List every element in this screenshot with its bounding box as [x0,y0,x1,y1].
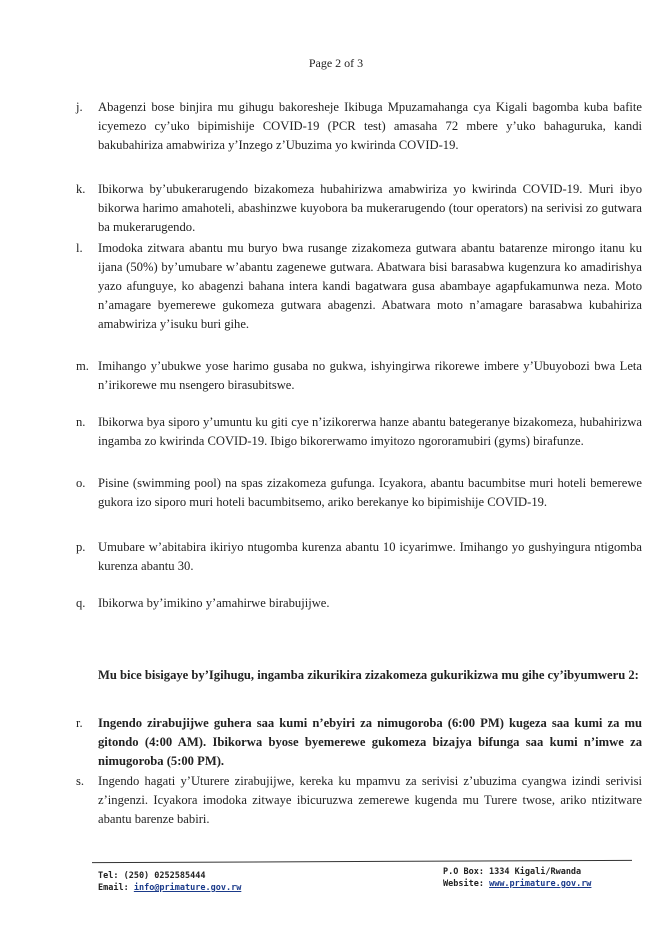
footer-website-line [443,878,591,890]
list-item-text: Pisine (swimming pool) na spas zizakomeza gufunga. Icyakora, abantu bacumbitse muri hoteli bemerewe gukora izo siporo muri hoteli bacumbitsemo, ariko berekanye ko bipimishije COVID-19. [98,476,642,509]
list-item-letter: p. [76,540,86,554]
footer-po-box: P.O Box: 1334 Kigali/Rwanda [443,867,582,877]
list-item-n [76,413,642,451]
list-item-letter: o. [76,476,86,490]
footer-divider [92,860,632,863]
footer-contact [98,870,241,894]
list-item-letter: r. [76,716,83,730]
list-item-letter: s. [76,774,85,788]
list-item-r [76,714,642,771]
footer-email-label: Email: [98,883,129,893]
list-item-l [76,239,642,334]
footer-tel: Tel: (250) 0252585444 [98,871,206,881]
footer-website-label: Website: [443,879,484,889]
list-item-q [76,594,642,613]
list-item-letter: m. [76,359,89,373]
list-item-letter: l. [76,241,83,255]
list-item-text: Ingendo zirabujijwe guhera saa kumi n’ebyiri za nimugoroba (6:00 PM) kugeza saa kumi za mu gitondo (4:00 AM). Ibikorwa byose byemerewe gukomeza bizajya bifunga saa kumi n’imwe za nimugoroba (5:00 PM). [98,716,642,768]
list-item-text: Abagenzi bose binjira mu gihugu bakoresheje Ikibuga Mpuzamahanga cya Kigali bagomba kuba bafite icyemezo cy’uko bipimishije COVID-19 (PCR test) amasaha 72 mbere y’uko bahaguruka, kandi bakubahiriza amabwiriza y’Inzego z’Ubuzima yo kwirinda COVID-19. [98,100,642,152]
footer-email-line [98,882,241,894]
list-item-text: Ingendo hagati y’Uturere zirabujijwe, kereka ku mpamvu za serivisi z’ubuzima cyangwa izindi serivisi z’ingenzi. Icyakora imodoka zitwaye ibicuruzwa zemerewe kugenda mu Turere twose, ariko ntizitware abantu barenze babiri. [98,774,642,826]
list-item-letter: n. [76,415,86,429]
list-item-j [76,98,642,155]
list-item-text: Ibikorwa by’imikino y’amahirwe birabujijwe. [98,596,330,610]
list-item-m [76,357,642,395]
list-item-p [76,538,642,576]
list-item-text: Imihango y’ubukwe yose harimo gusaba no gukwa, ishyingirwa rikorewe imbere y’Ubuyobozi bwa Leta n’irikorewe mu nsengero birasubitswe. [98,359,642,392]
footer-email-link[interactable]: info@primature.gov.rw [133,883,242,893]
list-item-k [76,180,642,237]
list-item-o [76,474,642,512]
regional-intro-heading: Mu bice bisigaye by’Igihugu, ingamba zikurikira zizakomeza gukurikizwa mu gihe cy’ibyumweru 2: [98,668,639,682]
footer-website-link[interactable]: www.primature.gov.rw [489,879,592,889]
page-number: Page 2 of 3 [308,56,364,70]
list-item-text: Umubare w’abitabira ikiriyo ntugomba kurenza abantu 10 icyarimwe. Imihango yo gushyingura ntigomba kurenza abantu 30. [98,540,642,573]
list-item-letter: k. [76,182,86,196]
list-item-text: Imodoka zitwara abantu mu buryo bwa rusange zizakomeza gutwara abantu batarenze mirongo itanu ku ijana (50%) by’umubare w’abantu zagenewe gutwara. Abatwara bisi barasabwa kugenzura ko amadirishya yazo afunguye, ko abagenzi bahana intera kandi bagatwara gusa abambaye agapfukamunwa neza. Moto n’amagare byemerewe gukomeza gutwara abagenzi. Abatwara moto n’amagare barasabwa kubahiriza amabwiriza y’isuku buri gihe. [98,241,642,331]
list-item-letter: j. [76,100,83,114]
list-item-s [76,772,642,829]
footer-address [443,866,591,890]
list-item-letter: q. [76,596,86,610]
list-item-text: Ibikorwa by’ubukerarugendo bizakomeza hubahirizwa amabwiriza yo kwirinda COVID-19. Muri ibyo bikorwa harimo amahoteli, abashinzwe kuyobora ba mukerarugendo (tour operators) na serivisi zo gutwara ba mukerarugendo. [98,182,642,234]
list-item-text: Ibikorwa bya siporo y’umuntu ku giti cye n’izikorerwa hanze abantu bategeranye bizakomeza, hubahirizwa ingamba zo kwirinda COVID-19. Ibigo bikorerwamo imyitozo ngororamubiri (gyms) birafunze. [98,415,642,448]
